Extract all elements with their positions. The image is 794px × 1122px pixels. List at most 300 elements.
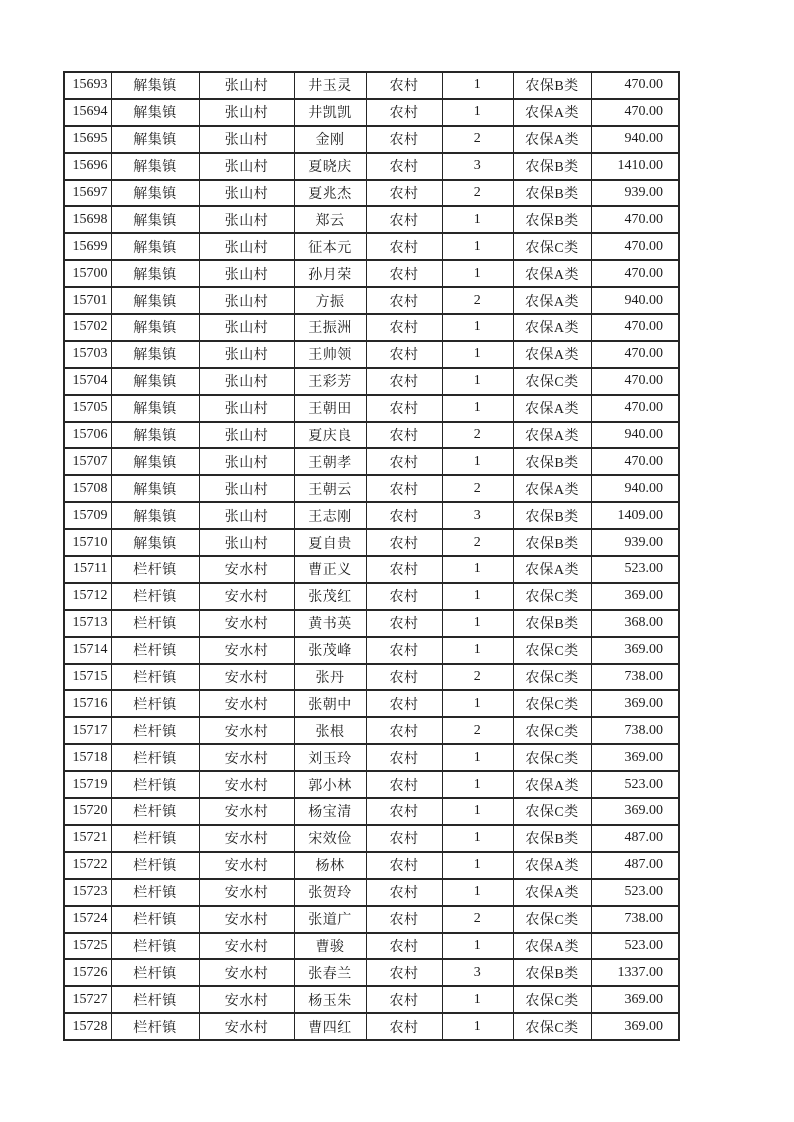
cell-residence-type: 农村 (366, 99, 442, 126)
cell-town: 栏杆镇 (111, 690, 199, 717)
cell-insurance-category: 农保C类 (513, 798, 591, 825)
cell-town: 解集镇 (111, 99, 199, 126)
cell-residence-type: 农村 (366, 664, 442, 691)
table-row (64, 126, 679, 153)
cell-residence-type: 农村 (366, 72, 442, 99)
cell-insurance-category: 农保B类 (513, 610, 591, 637)
table-row (64, 933, 679, 960)
cell-insurance-category: 农保B类 (513, 180, 591, 207)
cell-person-name: 张朝中 (294, 690, 366, 717)
cell-residence-type: 农村 (366, 395, 442, 422)
cell-residence-type: 农村 (366, 690, 442, 717)
cell-row-id: 15722 (64, 852, 111, 879)
cell-amount: 523.00 (591, 556, 679, 583)
cell-person-name: 张春兰 (294, 959, 366, 986)
table-row (64, 717, 679, 744)
cell-town: 栏杆镇 (111, 852, 199, 879)
cell-insurance-category: 农保B类 (513, 448, 591, 475)
cell-insurance-category: 农保A类 (513, 126, 591, 153)
cell-village: 安水村 (199, 610, 294, 637)
cell-village: 张山村 (199, 233, 294, 260)
cell-person-name: 杨林 (294, 852, 366, 879)
cell-person-count: 1 (442, 395, 513, 422)
cell-row-id: 15702 (64, 314, 111, 341)
cell-village: 张山村 (199, 529, 294, 556)
cell-residence-type: 农村 (366, 906, 442, 933)
table-row (64, 825, 679, 852)
table-row (64, 798, 679, 825)
cell-town: 解集镇 (111, 260, 199, 287)
cell-row-id: 15713 (64, 610, 111, 637)
cell-amount: 470.00 (591, 368, 679, 395)
cell-residence-type: 农村 (366, 529, 442, 556)
cell-village: 安水村 (199, 771, 294, 798)
table-row (64, 341, 679, 368)
cell-insurance-category: 农保C类 (513, 637, 591, 664)
table-row (64, 664, 679, 691)
cell-town: 栏杆镇 (111, 637, 199, 664)
cell-row-id: 15718 (64, 744, 111, 771)
cell-amount: 470.00 (591, 233, 679, 260)
cell-person-count: 1 (442, 1013, 513, 1040)
cell-person-count: 1 (442, 933, 513, 960)
cell-amount: 368.00 (591, 610, 679, 637)
cell-village: 张山村 (199, 368, 294, 395)
cell-residence-type: 农村 (366, 744, 442, 771)
cell-row-id: 15723 (64, 879, 111, 906)
cell-person-name: 王朝孝 (294, 448, 366, 475)
cell-person-name: 王帅领 (294, 341, 366, 368)
cell-village: 安水村 (199, 1013, 294, 1040)
cell-residence-type: 农村 (366, 206, 442, 233)
table-row (64, 637, 679, 664)
cell-person-name: 井凯凯 (294, 99, 366, 126)
cell-row-id: 15728 (64, 1013, 111, 1040)
cell-amount: 940.00 (591, 287, 679, 314)
cell-town: 解集镇 (111, 126, 199, 153)
cell-insurance-category: 农保B类 (513, 502, 591, 529)
cell-village: 张山村 (199, 99, 294, 126)
cell-residence-type: 农村 (366, 260, 442, 287)
cell-row-id: 15720 (64, 798, 111, 825)
cell-person-count: 1 (442, 986, 513, 1013)
cell-town: 栏杆镇 (111, 583, 199, 610)
cell-residence-type: 农村 (366, 717, 442, 744)
cell-amount: 487.00 (591, 825, 679, 852)
table-row (64, 422, 679, 449)
cell-village: 安水村 (199, 556, 294, 583)
cell-village: 安水村 (199, 825, 294, 852)
cell-village: 张山村 (199, 153, 294, 180)
cell-person-count: 1 (442, 771, 513, 798)
cell-amount: 738.00 (591, 664, 679, 691)
cell-amount: 738.00 (591, 906, 679, 933)
cell-insurance-category: 农保A类 (513, 771, 591, 798)
table-row (64, 448, 679, 475)
cell-person-count: 2 (442, 475, 513, 502)
cell-village: 安水村 (199, 583, 294, 610)
table-row (64, 153, 679, 180)
table-row (64, 287, 679, 314)
cell-row-id: 15704 (64, 368, 111, 395)
cell-town: 解集镇 (111, 448, 199, 475)
cell-row-id: 15701 (64, 287, 111, 314)
cell-person-count: 1 (442, 852, 513, 879)
cell-town: 栏杆镇 (111, 1013, 199, 1040)
cell-amount: 1337.00 (591, 959, 679, 986)
cell-amount: 470.00 (591, 341, 679, 368)
cell-village: 安水村 (199, 717, 294, 744)
cell-village: 张山村 (199, 448, 294, 475)
cell-insurance-category: 农保C类 (513, 717, 591, 744)
cell-person-count: 1 (442, 314, 513, 341)
cell-person-name: 王振洲 (294, 314, 366, 341)
cell-insurance-category: 农保B类 (513, 825, 591, 852)
cell-row-id: 15716 (64, 690, 111, 717)
cell-town: 解集镇 (111, 233, 199, 260)
cell-person-name: 张茂红 (294, 583, 366, 610)
cell-amount: 487.00 (591, 852, 679, 879)
cell-residence-type: 农村 (366, 933, 442, 960)
cell-residence-type: 农村 (366, 153, 442, 180)
beneficiary-table (63, 71, 680, 1041)
cell-person-name: 井玉灵 (294, 72, 366, 99)
cell-person-count: 1 (442, 233, 513, 260)
cell-person-name: 金刚 (294, 126, 366, 153)
cell-amount: 369.00 (591, 986, 679, 1013)
cell-village: 张山村 (199, 72, 294, 99)
cell-row-id: 15697 (64, 180, 111, 207)
cell-person-count: 1 (442, 879, 513, 906)
cell-row-id: 15710 (64, 529, 111, 556)
table-row (64, 206, 679, 233)
cell-amount: 1410.00 (591, 153, 679, 180)
cell-insurance-category: 农保A类 (513, 933, 591, 960)
cell-insurance-category: 农保B类 (513, 959, 591, 986)
cell-town: 解集镇 (111, 475, 199, 502)
table-row (64, 475, 679, 502)
cell-insurance-category: 农保C类 (513, 906, 591, 933)
cell-insurance-category: 农保A类 (513, 422, 591, 449)
cell-row-id: 15705 (64, 395, 111, 422)
cell-amount: 470.00 (591, 448, 679, 475)
cell-person-count: 1 (442, 744, 513, 771)
cell-person-name: 王彩芳 (294, 368, 366, 395)
cell-amount: 940.00 (591, 475, 679, 502)
cell-person-name: 张道广 (294, 906, 366, 933)
cell-row-id: 15706 (64, 422, 111, 449)
cell-town: 栏杆镇 (111, 933, 199, 960)
cell-insurance-category: 农保A类 (513, 879, 591, 906)
cell-residence-type: 农村 (366, 637, 442, 664)
table-row (64, 959, 679, 986)
cell-person-count: 1 (442, 637, 513, 664)
cell-residence-type: 农村 (366, 287, 442, 314)
cell-village: 张山村 (199, 287, 294, 314)
cell-person-name: 张贺玲 (294, 879, 366, 906)
cell-row-id: 15695 (64, 126, 111, 153)
cell-town: 栏杆镇 (111, 798, 199, 825)
cell-village: 安水村 (199, 852, 294, 879)
cell-town: 栏杆镇 (111, 825, 199, 852)
cell-person-name: 王志刚 (294, 502, 366, 529)
cell-town: 栏杆镇 (111, 959, 199, 986)
table-row (64, 260, 679, 287)
cell-person-count: 1 (442, 583, 513, 610)
cell-person-count: 1 (442, 99, 513, 126)
table-row (64, 368, 679, 395)
cell-town: 解集镇 (111, 287, 199, 314)
table-row (64, 529, 679, 556)
cell-village: 安水村 (199, 906, 294, 933)
cell-person-name: 夏兆杰 (294, 180, 366, 207)
cell-amount: 369.00 (591, 637, 679, 664)
cell-row-id: 15703 (64, 341, 111, 368)
cell-row-id: 15727 (64, 986, 111, 1013)
cell-person-count: 1 (442, 260, 513, 287)
cell-town: 栏杆镇 (111, 610, 199, 637)
cell-person-count: 1 (442, 341, 513, 368)
cell-residence-type: 农村 (366, 556, 442, 583)
cell-residence-type: 农村 (366, 233, 442, 260)
cell-row-id: 15714 (64, 637, 111, 664)
cell-amount: 523.00 (591, 771, 679, 798)
cell-residence-type: 农村 (366, 959, 442, 986)
cell-person-count: 3 (442, 153, 513, 180)
cell-residence-type: 农村 (366, 126, 442, 153)
cell-town: 解集镇 (111, 368, 199, 395)
cell-row-id: 15711 (64, 556, 111, 583)
cell-residence-type: 农村 (366, 852, 442, 879)
cell-person-count: 1 (442, 556, 513, 583)
cell-amount: 470.00 (591, 395, 679, 422)
cell-village: 张山村 (199, 502, 294, 529)
table-row (64, 744, 679, 771)
cell-village: 张山村 (199, 422, 294, 449)
cell-person-count: 1 (442, 798, 513, 825)
cell-person-count: 1 (442, 368, 513, 395)
cell-person-count: 2 (442, 126, 513, 153)
cell-person-name: 王朝云 (294, 475, 366, 502)
cell-row-id: 15699 (64, 233, 111, 260)
table-row (64, 852, 679, 879)
cell-person-count: 3 (442, 502, 513, 529)
cell-town: 解集镇 (111, 395, 199, 422)
cell-person-name: 杨宝清 (294, 798, 366, 825)
cell-insurance-category: 农保A类 (513, 556, 591, 583)
cell-town: 解集镇 (111, 314, 199, 341)
cell-amount: 939.00 (591, 529, 679, 556)
cell-amount: 470.00 (591, 314, 679, 341)
cell-person-name: 张茂峰 (294, 637, 366, 664)
cell-village: 安水村 (199, 744, 294, 771)
cell-village: 张山村 (199, 341, 294, 368)
cell-insurance-category: 农保B类 (513, 72, 591, 99)
cell-insurance-category: 农保C类 (513, 368, 591, 395)
cell-village: 安水村 (199, 690, 294, 717)
cell-town: 栏杆镇 (111, 986, 199, 1013)
cell-person-name: 郭小林 (294, 771, 366, 798)
table-row (64, 314, 679, 341)
cell-person-name: 张根 (294, 717, 366, 744)
cell-person-name: 夏庆良 (294, 422, 366, 449)
cell-person-name: 夏自贵 (294, 529, 366, 556)
cell-person-name: 曹骏 (294, 933, 366, 960)
cell-town: 解集镇 (111, 341, 199, 368)
cell-village: 安水村 (199, 959, 294, 986)
cell-amount: 940.00 (591, 422, 679, 449)
cell-insurance-category: 农保A类 (513, 260, 591, 287)
cell-person-name: 郑云 (294, 206, 366, 233)
cell-residence-type: 农村 (366, 448, 442, 475)
cell-insurance-category: 农保C类 (513, 233, 591, 260)
cell-row-id: 15698 (64, 206, 111, 233)
cell-amount: 1409.00 (591, 502, 679, 529)
cell-residence-type: 农村 (366, 771, 442, 798)
cell-person-count: 1 (442, 610, 513, 637)
cell-village: 张山村 (199, 475, 294, 502)
cell-person-count: 2 (442, 422, 513, 449)
cell-person-count: 1 (442, 72, 513, 99)
cell-person-name: 杨玉朱 (294, 986, 366, 1013)
cell-town: 解集镇 (111, 180, 199, 207)
cell-person-name: 刘玉玲 (294, 744, 366, 771)
cell-row-id: 15717 (64, 717, 111, 744)
cell-row-id: 15709 (64, 502, 111, 529)
cell-row-id: 15721 (64, 825, 111, 852)
cell-residence-type: 农村 (366, 1013, 442, 1040)
cell-person-count: 2 (442, 717, 513, 744)
cell-village: 张山村 (199, 180, 294, 207)
cell-person-name: 曹正义 (294, 556, 366, 583)
cell-town: 解集镇 (111, 422, 199, 449)
cell-town: 栏杆镇 (111, 771, 199, 798)
cell-person-count: 2 (442, 529, 513, 556)
cell-amount: 369.00 (591, 583, 679, 610)
cell-village: 安水村 (199, 879, 294, 906)
table-row (64, 395, 679, 422)
cell-insurance-category: 农保B类 (513, 153, 591, 180)
table-row (64, 72, 679, 99)
cell-insurance-category: 农保B类 (513, 529, 591, 556)
table-row (64, 99, 679, 126)
cell-row-id: 15715 (64, 664, 111, 691)
cell-insurance-category: 农保C类 (513, 986, 591, 1013)
cell-insurance-category: 农保A类 (513, 99, 591, 126)
cell-insurance-category: 农保B类 (513, 206, 591, 233)
cell-town: 解集镇 (111, 529, 199, 556)
cell-residence-type: 农村 (366, 986, 442, 1013)
cell-residence-type: 农村 (366, 610, 442, 637)
table-row (64, 583, 679, 610)
table-row (64, 610, 679, 637)
cell-amount: 738.00 (591, 717, 679, 744)
cell-town: 栏杆镇 (111, 879, 199, 906)
cell-person-name: 夏晓庆 (294, 153, 366, 180)
cell-row-id: 15726 (64, 959, 111, 986)
cell-town: 栏杆镇 (111, 717, 199, 744)
cell-person-count: 1 (442, 825, 513, 852)
table-row (64, 986, 679, 1013)
cell-village: 安水村 (199, 986, 294, 1013)
cell-residence-type: 农村 (366, 879, 442, 906)
cell-row-id: 15708 (64, 475, 111, 502)
cell-residence-type: 农村 (366, 583, 442, 610)
cell-town: 栏杆镇 (111, 556, 199, 583)
cell-person-name: 宋效俭 (294, 825, 366, 852)
cell-town: 栏杆镇 (111, 744, 199, 771)
cell-village: 安水村 (199, 664, 294, 691)
cell-residence-type: 农村 (366, 341, 442, 368)
cell-village: 张山村 (199, 260, 294, 287)
cell-person-name: 孙月荣 (294, 260, 366, 287)
table-row (64, 180, 679, 207)
table-row (64, 233, 679, 260)
cell-person-count: 2 (442, 287, 513, 314)
cell-insurance-category: 农保C类 (513, 583, 591, 610)
cell-residence-type: 农村 (366, 825, 442, 852)
cell-person-count: 1 (442, 206, 513, 233)
cell-amount: 939.00 (591, 180, 679, 207)
cell-insurance-category: 农保C类 (513, 1013, 591, 1040)
cell-person-count: 2 (442, 180, 513, 207)
cell-residence-type: 农村 (366, 314, 442, 341)
cell-village: 张山村 (199, 206, 294, 233)
table-row (64, 906, 679, 933)
cell-village: 张山村 (199, 126, 294, 153)
cell-row-id: 15700 (64, 260, 111, 287)
cell-amount: 369.00 (591, 690, 679, 717)
cell-insurance-category: 农保A类 (513, 475, 591, 502)
cell-person-count: 2 (442, 664, 513, 691)
cell-insurance-category: 农保A类 (513, 314, 591, 341)
cell-row-id: 15724 (64, 906, 111, 933)
cell-row-id: 15696 (64, 153, 111, 180)
cell-amount: 369.00 (591, 798, 679, 825)
cell-amount: 470.00 (591, 260, 679, 287)
cell-row-id: 15712 (64, 583, 111, 610)
cell-village: 张山村 (199, 395, 294, 422)
cell-insurance-category: 农保C类 (513, 690, 591, 717)
cell-town: 解集镇 (111, 72, 199, 99)
cell-town: 解集镇 (111, 206, 199, 233)
table-row (64, 556, 679, 583)
cell-village: 张山村 (199, 314, 294, 341)
cell-row-id: 15693 (64, 72, 111, 99)
cell-person-name: 王朝田 (294, 395, 366, 422)
table-body (64, 72, 679, 1040)
cell-residence-type: 农村 (366, 422, 442, 449)
cell-row-id: 15694 (64, 99, 111, 126)
cell-town: 栏杆镇 (111, 906, 199, 933)
cell-person-count: 1 (442, 690, 513, 717)
cell-row-id: 15719 (64, 771, 111, 798)
cell-person-name: 征本元 (294, 233, 366, 260)
cell-residence-type: 农村 (366, 798, 442, 825)
cell-person-count: 3 (442, 959, 513, 986)
cell-person-name: 黄书英 (294, 610, 366, 637)
cell-insurance-category: 农保A类 (513, 287, 591, 314)
cell-residence-type: 农村 (366, 368, 442, 395)
cell-amount: 470.00 (591, 99, 679, 126)
table-row (64, 879, 679, 906)
cell-person-name: 方振 (294, 287, 366, 314)
cell-amount: 940.00 (591, 126, 679, 153)
cell-insurance-category: 农保C类 (513, 664, 591, 691)
table-row (64, 502, 679, 529)
table-row (64, 1013, 679, 1040)
cell-amount: 470.00 (591, 72, 679, 99)
